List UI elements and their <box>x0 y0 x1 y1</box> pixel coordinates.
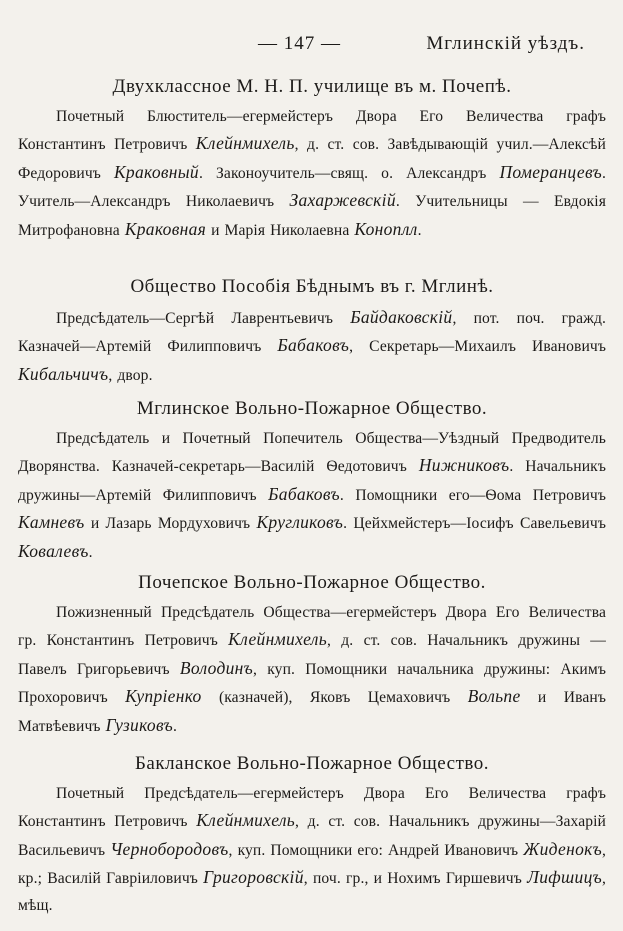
text-run: , пот. поч. гражд. Казначей—Артемій Филипповичъ <box>18 310 606 356</box>
text-run: Предсѣдатель и Почетный Попечитель Общества—Уѣздный Предводитель Дворянства. Казначей-секретарь—Василій Ѳедотовичъ <box>18 430 606 476</box>
text-run: (казначей), Яковъ Цемаховичъ <box>201 689 468 707</box>
text-run: Почетный Предсѣдатель—егермейстеръ Двора Его Величества графъ Константинъ Петровичъ <box>18 785 606 831</box>
text-run: , двор. <box>108 366 153 384</box>
person-name: Клейнмихель <box>195 133 295 154</box>
text-run: . <box>417 221 422 239</box>
person-name: Померанцевъ <box>499 161 602 182</box>
section-paragraph <box>18 781 606 919</box>
section-paragraph <box>18 304 606 389</box>
person-name: Вольпе <box>467 686 521 707</box>
person-name: Бабаковъ <box>268 483 340 504</box>
person-name: Кибальчичъ <box>18 363 109 384</box>
section-mglin-fire-society <box>18 398 606 566</box>
person-name: Купріенко <box>125 686 202 707</box>
text-run: Пожизненный Предсѣдатель Общества—егермейстеръ Двора Его Величества гр. Константинъ Петровичъ <box>18 604 606 650</box>
text-run: , д. ст. сов. Начальникъ дружины — Павелъ Григорьевичъ <box>18 632 606 678</box>
text-run: . <box>173 717 177 735</box>
text-run: , мѣщ. <box>18 870 606 914</box>
text-run: . <box>88 543 93 561</box>
person-name: Гузиковъ <box>105 714 173 735</box>
text-run: и Иванъ Матвѣевичъ <box>18 689 606 735</box>
text-run: и Лазарь Мордуховичъ <box>84 515 257 533</box>
text-run: Предсѣдатель—Сергѣй Лаврентьевичъ <box>56 310 351 327</box>
person-name: Клейнмихель <box>196 810 296 831</box>
person-name: Жиденокъ <box>523 838 602 859</box>
person-name: Краковный <box>114 161 199 182</box>
text-run: . Законоучитель—свящ. о. Александръ <box>199 164 500 182</box>
text-run: , кр.; Василій Гавріиловичъ <box>18 841 606 888</box>
text-run: . Цейхмейстеръ—Іосифъ Савельевичъ <box>343 515 606 533</box>
section-pochep-school <box>18 76 606 244</box>
page-number: — 147 — <box>258 33 341 54</box>
person-name: Володинъ <box>179 657 254 678</box>
text-run: , Секретарь—Михаилъ Ивановичъ <box>349 338 606 356</box>
person-name: Захаржевскій <box>289 190 396 211</box>
section-paragraph <box>18 600 606 740</box>
text-run: . Начальникъ дружины—Артемій Филипповичъ <box>18 458 606 504</box>
person-name: Коноплл <box>354 218 418 239</box>
text-run: . Учительницы — Евдокія Митрофановна <box>18 193 606 239</box>
running-head-district: Мглинскій уѣздъ. <box>426 33 585 54</box>
text-run: . Учитель—Александръ Николаевичъ <box>18 164 606 211</box>
person-name: Бабаковъ <box>277 335 350 356</box>
person-name: Кругликовъ <box>256 512 344 533</box>
text-run: , д. ст. сов. Завѣдывающій учил.—Алексѣй Федоровичъ <box>18 136 606 182</box>
person-name: Лифшицъ <box>527 867 602 888</box>
section-title: Бакланское Вольно-Пожарное Общество. <box>135 753 489 774</box>
text-run: Почетный Блюститель—егермейстеръ Двора Его Величества графъ Константинъ Петровичъ <box>18 108 606 154</box>
page-header <box>0 33 623 59</box>
section-title: Мглинское Вольно-Пожарное Общество. <box>136 398 488 419</box>
person-name: Нижниковъ <box>418 455 510 476</box>
person-name: Ковалевъ <box>18 540 89 561</box>
text-run: . Помощники его—Ѳома Петровичъ <box>339 486 607 504</box>
section-title: Почепское Вольно-Пожарное Общество. <box>138 572 486 593</box>
person-name: Григоровскій <box>203 867 304 888</box>
text-run: , куп. Помощники начальника дружины: Акимъ Прохоровичъ <box>18 660 606 707</box>
text-run: , куп. Помощники его: Андрей Ивановичъ <box>228 841 524 859</box>
text-run: , д. ст. сов. Начальникъ дружины—Захарій Васильевичъ <box>18 813 606 859</box>
section-paragraph <box>18 104 606 244</box>
person-name: Чернобородовъ <box>110 838 229 859</box>
section-title: Общество Пособія Бѣднымъ въ г. Мглинѣ. <box>130 276 494 297</box>
text-run: и Марія Николаевна <box>206 221 355 239</box>
person-name: Байдаковскій <box>350 307 453 327</box>
person-name: Камневъ <box>18 512 85 533</box>
section-title: Двухклассное М. Н. П. училище въ м. Почепѣ. <box>112 76 512 97</box>
section-baklan-fire-society <box>18 753 606 919</box>
section-paragraph <box>18 426 606 566</box>
person-name: Клейнмихель <box>228 629 327 650</box>
section-poor-relief-society <box>18 276 606 389</box>
section-pochep-fire-society <box>18 572 606 740</box>
person-name: Краковная <box>124 218 207 239</box>
text-run: , поч. гр., и Нохимъ Гиршевичъ <box>303 870 528 888</box>
